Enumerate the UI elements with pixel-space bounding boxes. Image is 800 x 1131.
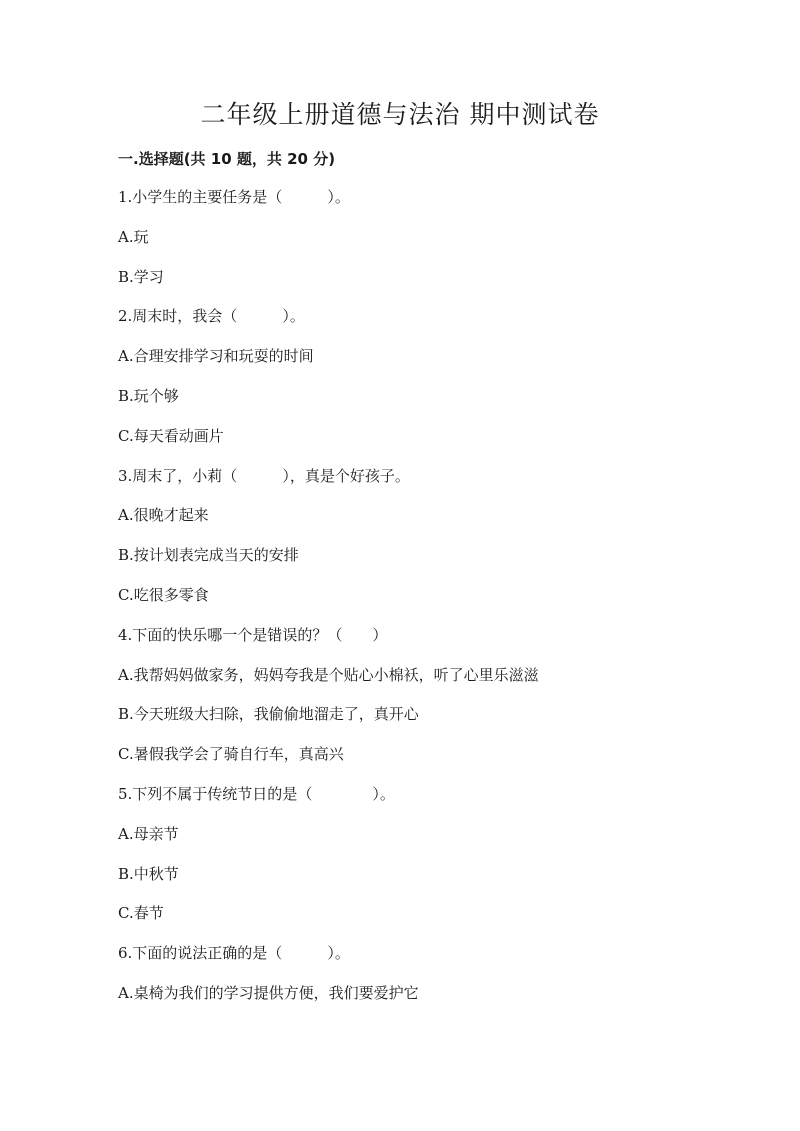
question-3-option-c: C.吃很多零食 — [118, 585, 209, 604]
question-6-option-a: A.桌椅为我们的学习提供方便，我们要爱护它 — [118, 983, 419, 1002]
question-3-option-b: B.按计划表完成当天的安排 — [118, 546, 299, 565]
question-2: 2.周末时，我会（ ）。 — [118, 307, 305, 326]
question-1-option-a: A.玩 — [118, 227, 149, 246]
question-2-option-c: C.每天看动画片 — [118, 426, 224, 445]
question-2-option-b: B.玩个够 — [118, 386, 179, 405]
question-6: 6.下面的说法正确的是（ ）。 — [118, 944, 350, 963]
question-4-option-b: B.今天班级大扫除，我偷偷地溜走了，真开心 — [118, 705, 419, 724]
question-4-option-c: C.暑假我学会了骑自行车，真高兴 — [118, 745, 344, 764]
question-4: 4.下面的快乐哪一个是错误的？（ ） — [118, 625, 388, 644]
section-header: 一.选择题(共 10 题，共 20 分) — [118, 150, 336, 168]
question-4-option-a: A.我帮妈妈做家务，妈妈夸我是个贴心小棉袄，听了心里乐滋滋 — [118, 665, 539, 684]
question-3-option-a: A.很晚才起来 — [118, 506, 209, 525]
question-5-option-b: B.中秋节 — [118, 864, 179, 883]
question-1: 1.小学生的主要任务是（ ）。 — [118, 188, 350, 206]
question-5-option-c: C.春节 — [118, 904, 164, 923]
question-2-option-a: A.合理安排学习和玩耍的时间 — [118, 347, 314, 366]
question-5: 5.下列不属于传统节日的是（ ）。 — [118, 784, 395, 803]
question-3: 3.周末了，小莉（ ），真是个好孩子。 — [118, 466, 410, 485]
question-1-option-b: B.学习 — [118, 267, 164, 286]
page-title: 二年级上册道德与法治 期中测试卷 — [200, 100, 600, 129]
question-5-option-a: A.母亲节 — [118, 824, 179, 843]
question-list — [118, 186, 718, 1022]
